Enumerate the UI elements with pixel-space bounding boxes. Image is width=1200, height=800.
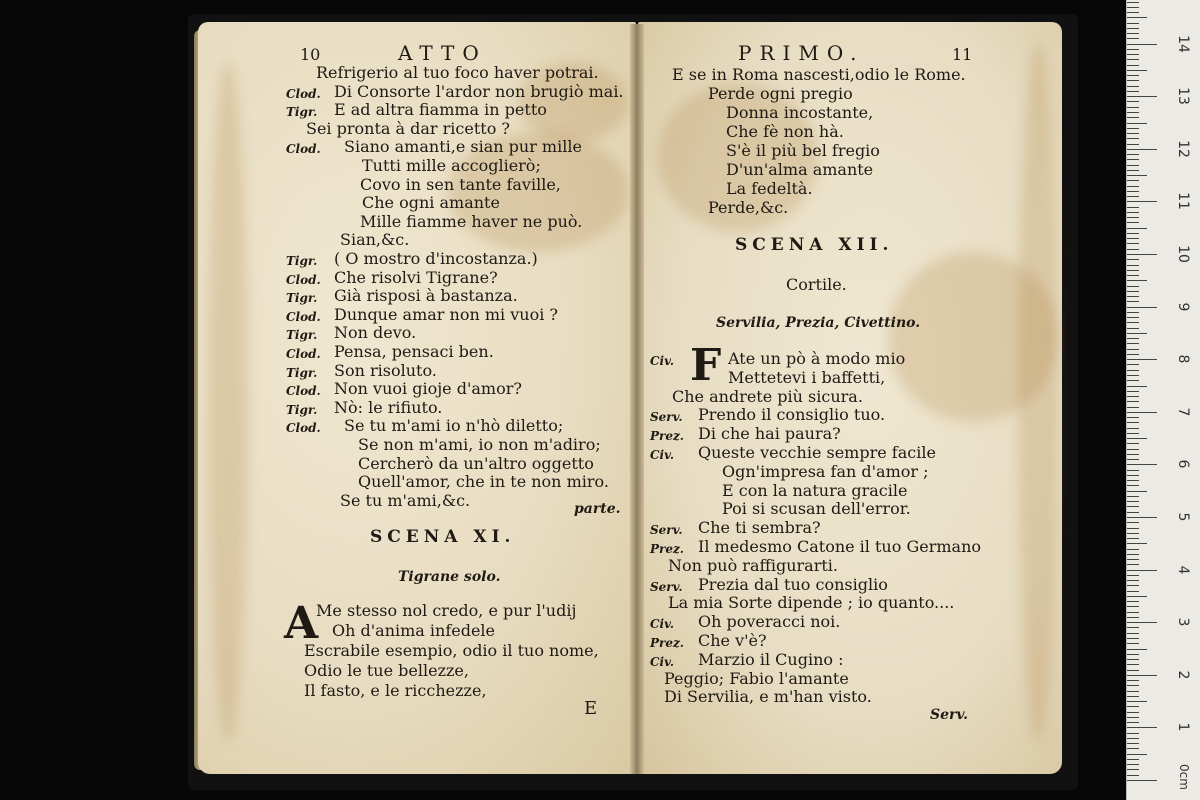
speaker-label: Clod. <box>286 272 321 287</box>
drop-cap-a: A <box>284 598 319 649</box>
ruler-number: 11 <box>1175 192 1191 211</box>
verse-line: Oh poveracci noi. <box>698 612 841 632</box>
ruler-tick <box>1127 659 1139 660</box>
ruler-number: 4 <box>1175 565 1191 575</box>
ruler-tick <box>1127 101 1139 102</box>
verse-line: Non vuoi gioje d'amor? <box>334 379 522 399</box>
ruler-tick <box>1127 7 1139 8</box>
ruler-number: 10 <box>1175 245 1191 263</box>
ruler-tick <box>1127 422 1139 423</box>
verse-line: Che fè non hà. <box>726 122 844 141</box>
ruler-tick <box>1127 228 1147 229</box>
ruler-tick <box>1127 38 1139 39</box>
verse-line: Non devo. <box>334 323 417 343</box>
verse-line: La mia Sorte dipende ; io quanto.... <box>668 593 955 613</box>
ruler-tick <box>1127 428 1139 429</box>
verse-line: Che andrete più sicura. <box>672 386 863 406</box>
ruler-tick <box>1127 712 1139 713</box>
verse-line: Prendo il consiglio tuo. <box>698 405 886 425</box>
ruler-tick <box>1127 691 1139 692</box>
ruler-tick <box>1127 12 1139 13</box>
ruler-number: 8 <box>1175 354 1191 364</box>
verse-line: Mettetevi i baffetti, <box>728 367 886 387</box>
speaker-label: Clod. <box>286 86 321 101</box>
ruler-tick <box>1127 359 1157 360</box>
verse-line: Odio le tue bellezze, <box>304 661 469 680</box>
ruler-tick <box>1127 454 1139 455</box>
ruler-tick <box>1127 275 1139 276</box>
verse-line: Quell'amor, che in te non miro. <box>358 472 609 492</box>
ruler-tick <box>1127 207 1139 208</box>
verse-line: Non può raffigurarti. <box>668 555 838 575</box>
verse-line: Dunque amar non mi vuoi ? <box>334 304 558 324</box>
ruler-tick <box>1127 464 1157 465</box>
ruler-tick <box>1127 675 1157 676</box>
speaker-label: Prez. <box>650 636 684 650</box>
ruler-tick <box>1127 738 1139 739</box>
verse-line: E ad altra fiamma in petto <box>334 100 547 120</box>
ruler-tick <box>1127 59 1139 60</box>
verse-line: Escrabile esempio, odio il tuo nome, <box>304 641 599 660</box>
ruler-tick <box>1127 380 1139 381</box>
drop-cap-f: F <box>690 340 722 391</box>
ruler-tick <box>1127 212 1139 213</box>
verse-line: Sian,&c. <box>340 230 410 250</box>
speaker-label: Tigr. <box>286 365 318 380</box>
ruler-tick <box>1127 685 1139 686</box>
ruler-tick <box>1127 144 1139 145</box>
ruler-tick <box>1127 222 1139 223</box>
speaker-label: Clod. <box>286 347 321 361</box>
ruler-tick <box>1127 706 1139 707</box>
ruler-tick <box>1127 233 1139 234</box>
ruler-tick <box>1127 343 1139 344</box>
ruler-tick <box>1127 664 1139 665</box>
catchword: Serv. <box>930 707 968 723</box>
ruler-number: 9 <box>1175 302 1191 312</box>
ruler-tick <box>1127 654 1139 655</box>
ruler-tick <box>1127 159 1139 160</box>
ruler-tick <box>1127 170 1139 171</box>
ruler-tick <box>1127 506 1139 507</box>
ruler-tick <box>1127 149 1157 150</box>
ruler-tick <box>1127 564 1139 565</box>
speaker-label: Tigr. <box>286 291 318 306</box>
speaker-label: Civ. <box>650 617 675 632</box>
ruler-tick <box>1127 196 1139 197</box>
ruler-tick <box>1127 417 1139 418</box>
verse-line: Cercherò da un'altro oggetto <box>358 453 594 473</box>
ruler-tick <box>1127 480 1139 481</box>
ruler-tick <box>1127 49 1139 50</box>
ruler-tick <box>1127 75 1139 76</box>
verse-line: Nò: le rifiuto. <box>334 397 443 417</box>
ruler-tick <box>1127 2 1139 3</box>
speaker-label: Tigr. <box>286 105 318 120</box>
ruler-tick <box>1127 175 1147 176</box>
verse-line: Donna incostante, <box>726 103 874 122</box>
ruler-tick <box>1127 370 1139 371</box>
ruler-tick <box>1127 107 1139 108</box>
left-page-number: 10 <box>300 45 321 64</box>
verse-line: Ate un pò à modo mio <box>728 349 906 368</box>
verse-line: Peggio; Fabio l'amante <box>664 668 849 688</box>
ruler-tick <box>1127 254 1157 255</box>
ruler-tick <box>1127 270 1139 271</box>
ruler-tick <box>1127 769 1139 770</box>
ruler-tick <box>1127 265 1139 266</box>
verse-line: ( O mostro d'incostanza.) <box>334 249 538 268</box>
ruler-number: 13 <box>1175 87 1191 106</box>
verse-line: Di Consorte l'ardor non brugiò mai. <box>334 81 624 101</box>
ruler-tick <box>1127 612 1139 613</box>
speaker-label: Civ. <box>650 448 675 462</box>
ruler-tick <box>1127 533 1139 534</box>
ruler-tick <box>1127 485 1139 486</box>
scene-xii-title: SCENA XII. <box>735 235 894 255</box>
gutter <box>630 24 644 774</box>
speaker-label: Civ. <box>650 354 675 368</box>
ruler-tick <box>1127 649 1147 650</box>
ruler-tick <box>1127 338 1139 339</box>
ruler-tick <box>1127 754 1147 755</box>
ruler-tick <box>1127 217 1139 218</box>
ruler-tick <box>1127 580 1139 581</box>
ruler-tick <box>1127 307 1157 308</box>
stain <box>1018 42 1058 742</box>
ruler-tick <box>1127 354 1139 355</box>
speaker-label: Serv. <box>650 523 683 538</box>
ruler-tick <box>1127 764 1139 765</box>
ruler-tick <box>1127 449 1139 450</box>
ruler-tick <box>1127 701 1147 702</box>
ruler-tick <box>1127 670 1139 671</box>
ruler-tick <box>1127 70 1147 71</box>
speaker-label: Serv. <box>650 410 683 425</box>
ruler-tick <box>1127 680 1139 681</box>
verse-line: D'un'alma amante <box>726 160 874 179</box>
verse-line: Il medesmo Catone il tuo Germano <box>698 537 981 556</box>
verse-line: Son risoluto. <box>334 360 437 380</box>
speaker-label: Clod. <box>286 421 321 436</box>
ruler-tick <box>1127 554 1139 555</box>
scene-xii-place: Cortile. <box>786 275 847 294</box>
ruler-tick <box>1127 491 1147 492</box>
ruler-tick <box>1127 312 1139 313</box>
ruler-tick <box>1127 44 1157 45</box>
verse-line: Se tu m'ami,&c. <box>340 490 471 510</box>
ruler-tick <box>1127 733 1139 734</box>
ruler-tick <box>1127 186 1139 187</box>
ruler-tick <box>1127 501 1139 502</box>
verse-line: La fedeltà. <box>726 179 813 198</box>
left-running-head: ATTO <box>398 41 487 65</box>
speaker-label: Serv. <box>650 579 683 594</box>
verse-line: Refrigerio al tuo foco haver potrai. <box>316 63 599 82</box>
ruler-tick <box>1127 117 1139 118</box>
speaker-label: Tigr. <box>286 402 318 417</box>
ruler-tick <box>1127 86 1139 87</box>
ruler-tick <box>1127 138 1139 139</box>
verse-line: S'è il più bel fregio <box>726 141 880 160</box>
ruler-tick <box>1127 743 1139 744</box>
right-page-number: 11 <box>952 45 973 64</box>
ruler-tick <box>1127 496 1139 497</box>
ruler-tick <box>1127 638 1139 639</box>
verse-line: Di Servilia, e m'han visto. <box>664 687 872 707</box>
ruler-tick <box>1127 333 1147 334</box>
verse-line: Che v'è? <box>698 631 767 650</box>
ruler-tick <box>1127 775 1139 776</box>
ruler-tick <box>1127 317 1139 318</box>
ruler-tick <box>1127 591 1139 592</box>
ruler-tick <box>1127 759 1139 760</box>
ruler-tick <box>1127 296 1139 297</box>
signature-mark: E <box>584 698 598 719</box>
ruler-tick <box>1127 549 1139 550</box>
ruler-tick <box>1127 722 1139 723</box>
ruler-tick <box>1127 391 1139 392</box>
ruler-tick <box>1127 459 1139 460</box>
ruler-tick <box>1127 328 1139 329</box>
verse-line: Se non m'ami, io non m'adiro; <box>358 435 601 454</box>
ruler-tick <box>1127 180 1139 181</box>
ruler-tick <box>1127 33 1139 34</box>
ruler-tick <box>1127 349 1139 350</box>
speaker-label: Prez. <box>650 429 684 444</box>
ruler-tick <box>1127 596 1147 597</box>
ruler-number: 5 <box>1175 512 1191 522</box>
verse-line: Sei pronta à dar ricetto ? <box>306 118 511 138</box>
speaker-label: Clod. <box>286 309 321 324</box>
ruler-tick <box>1127 622 1157 623</box>
ruler-tick <box>1127 133 1139 134</box>
ruler-tick <box>1127 407 1139 408</box>
verse-line: Perde ogni pregio <box>708 84 853 103</box>
ruler-tick <box>1127 559 1139 560</box>
ruler-number: 12 <box>1175 139 1191 158</box>
verse-line: Perde,&c. <box>708 198 789 217</box>
ruler-tick <box>1127 585 1139 586</box>
ruler-tick <box>1127 128 1139 129</box>
verse-line: Che risolvi Tigrane? <box>334 267 498 287</box>
ruler-tick <box>1127 522 1139 523</box>
ruler-tick <box>1127 443 1139 444</box>
verse-line: Di che hai paura? <box>698 424 841 444</box>
verse-line: E se in Roma nascesti,odio le Rome. <box>672 65 966 84</box>
ruler-number: 1 <box>1175 722 1191 732</box>
ruler-tick <box>1127 438 1147 439</box>
ruler-tick <box>1127 627 1139 628</box>
ruler-tick <box>1127 606 1139 607</box>
verse-line: Marzio il Cugino : <box>698 649 844 669</box>
ruler-tick <box>1127 401 1139 402</box>
ruler-tick <box>1127 96 1157 97</box>
right-running-head: PRIMO. <box>738 41 865 65</box>
ruler-tick <box>1127 80 1139 81</box>
ruler-tick <box>1127 470 1139 471</box>
verse-line: Il fasto, e le ricchezze, <box>304 681 487 700</box>
verse-line: Prezia dal tuo consiglio <box>698 574 888 594</box>
verse-line: Se tu m'ami io n'hò diletto; <box>344 416 564 436</box>
ruler-tick <box>1127 517 1157 518</box>
ruler-tick <box>1127 17 1147 18</box>
ruler-tick <box>1127 543 1147 544</box>
ruler-unit-label: 0cm <box>1176 764 1191 790</box>
verse-line: Siano amanti,e sian pur mille <box>344 137 582 157</box>
speaker-label: Prez. <box>650 542 684 556</box>
ruler-tick <box>1127 375 1139 376</box>
ruler-tick <box>1127 512 1139 513</box>
ruler-tick <box>1127 201 1157 202</box>
ruler-tick <box>1127 633 1139 634</box>
verse-line: Oh d'anima infedele <box>332 621 496 640</box>
ruler-tick <box>1127 191 1139 192</box>
speaker-label: Tigr. <box>286 254 318 268</box>
speaker-label: Tigr. <box>286 328 318 343</box>
verse-line: Che ti sembra? <box>698 518 821 538</box>
ruler-tick <box>1127 643 1139 644</box>
ruler-tick <box>1127 396 1139 397</box>
speaker-label: Clod. <box>286 384 321 399</box>
ruler-number: 7 <box>1175 407 1191 417</box>
ruler-tick <box>1127 65 1139 66</box>
verse-line: Che ogni amante <box>362 193 500 213</box>
ruler-tick <box>1127 243 1139 244</box>
scene-xi-title: SCENA XI. <box>370 527 516 547</box>
ruler-tick <box>1127 528 1139 529</box>
ruler-tick <box>1127 727 1157 728</box>
ruler-tick <box>1127 322 1139 323</box>
ruler-tick <box>1127 23 1139 24</box>
verse-line: Ogn'impresa fan d'amor ; <box>722 461 929 481</box>
ruler-tick <box>1127 259 1139 260</box>
ruler-tick <box>1127 780 1157 781</box>
ruler-tick <box>1127 28 1139 29</box>
ruler-tick <box>1127 112 1139 113</box>
ruler-tick <box>1127 286 1139 287</box>
verse-line: Poi si scusan dell'error. <box>722 499 911 519</box>
verse-line: Queste vecchie sempre facile <box>698 443 936 462</box>
verse-line: Tutti mille accoglierò; <box>362 156 541 175</box>
scene-xi-persons: Tigrane solo. <box>398 569 501 585</box>
verse-line: Covo in sen tante faville, <box>360 174 561 194</box>
ruler-tick <box>1127 54 1139 55</box>
verse-line: Mille fiamme haver ne può. <box>360 211 583 231</box>
ruler-tick <box>1127 696 1139 697</box>
measurement-ruler <box>1126 0 1200 800</box>
ruler-tick <box>1127 91 1139 92</box>
verse-line: Me stesso nol credo, e pur l'udij <box>316 601 577 620</box>
ruler-tick <box>1127 165 1139 166</box>
ruler-tick <box>1127 154 1139 155</box>
ruler-tick <box>1127 364 1139 365</box>
verse-line: Pensa, pensaci ben. <box>334 342 494 361</box>
scene-xii-persons: Servilia, Prezia, Civettino. <box>716 315 921 331</box>
ruler-tick <box>1127 238 1139 239</box>
ruler-tick <box>1127 291 1139 292</box>
ruler-tick <box>1127 412 1157 413</box>
verse-line: Già risposi à bastanza. <box>334 286 518 306</box>
ruler-tick <box>1127 123 1147 124</box>
ruler-tick <box>1127 386 1147 387</box>
stain <box>208 62 248 742</box>
ruler-tick <box>1127 475 1139 476</box>
ruler-tick <box>1127 717 1139 718</box>
ruler-tick <box>1127 249 1139 250</box>
speaker-label: Civ. <box>650 654 675 669</box>
ruler-tick <box>1127 538 1139 539</box>
ruler-tick <box>1127 433 1139 434</box>
ruler-tick <box>1127 301 1139 302</box>
ruler-number: 14 <box>1175 34 1191 53</box>
speaker-label: Clod. <box>286 142 321 157</box>
exit-note: parte. <box>574 501 621 517</box>
ruler-number: 2 <box>1175 670 1191 680</box>
ruler-number: 3 <box>1175 617 1191 627</box>
ruler-tick <box>1127 617 1139 618</box>
ruler-number: 6 <box>1175 459 1191 469</box>
ruler-tick <box>1127 570 1157 571</box>
ruler-tick <box>1127 280 1147 281</box>
ruler-tick <box>1127 601 1139 602</box>
ruler-tick <box>1127 748 1139 749</box>
ruler-tick <box>1127 575 1139 576</box>
verse-line: E con la natura gracile <box>722 480 908 500</box>
